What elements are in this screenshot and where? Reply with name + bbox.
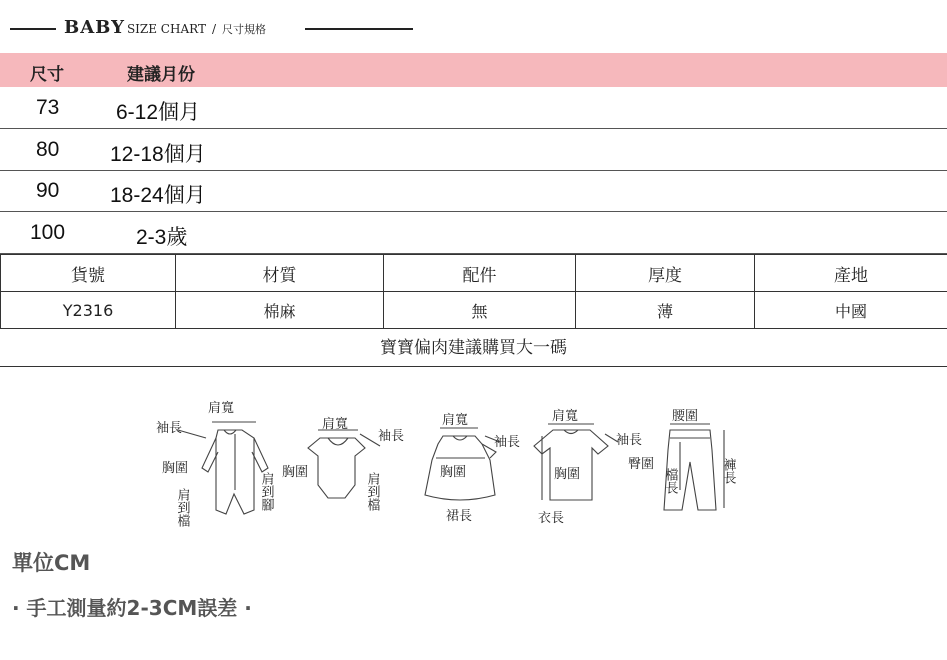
info-header-cell: 材質 xyxy=(176,255,384,292)
label-pants-waist: 腰圍 xyxy=(672,409,699,424)
month-value: 2-3歲 xyxy=(136,226,188,249)
header-divider-right xyxy=(305,28,413,30)
label-bodysuit-chest: 胸圍 xyxy=(282,465,309,480)
info-header-cell: 貨號 xyxy=(1,255,176,292)
column-header-size: 尺寸 xyxy=(30,65,64,85)
label-romper-shoulder-foot: 肩到腳 xyxy=(258,472,274,511)
size-row xyxy=(0,171,947,212)
info-header-cell: 產地 xyxy=(755,255,947,292)
info-header-cell: 厚度 xyxy=(576,255,755,292)
header-brand: BABY xyxy=(64,17,125,38)
label-dress-chest: 胸圍 xyxy=(440,465,467,480)
size-value: 73 xyxy=(36,96,60,119)
label-pants-length: 褲長 xyxy=(720,458,736,484)
dress-illustration xyxy=(425,428,500,500)
label-top-length: 衣長 xyxy=(538,511,565,526)
size-row xyxy=(0,213,947,254)
size-value: 100 xyxy=(30,221,66,244)
label-bodysuit-sleeve: 袖長 xyxy=(378,429,405,444)
size-value: 80 xyxy=(36,138,60,161)
info-value-cell: 薄 xyxy=(576,292,755,329)
info-value-cell: 無 xyxy=(384,292,576,329)
header-divider-left xyxy=(10,28,56,30)
top-illustration xyxy=(534,424,618,500)
info-value-row xyxy=(1,292,947,329)
header-chinese-title: 尺寸規格 xyxy=(222,23,266,36)
header-title xyxy=(64,17,266,38)
sizing-note-text: 寶寶偏肉建議購買大一碼 xyxy=(380,338,567,358)
header-size-chart: SIZE CHART xyxy=(126,22,206,36)
product-info-table xyxy=(0,254,947,329)
label-romper-shoulder-crotch: 肩到檔 xyxy=(174,488,190,527)
label-top-shoulder: 肩寬 xyxy=(552,409,579,424)
measurement-error-note: · 手工測量約2-3CM誤差 · xyxy=(12,596,252,620)
month-value: 18-24個月 xyxy=(110,184,206,207)
size-chart-header xyxy=(0,14,947,44)
size-row xyxy=(0,130,947,171)
info-header-cell: 配件 xyxy=(384,255,576,292)
size-table-header xyxy=(0,53,947,87)
label-pants-hip: 臀圍 xyxy=(628,457,655,472)
label-bodysuit-shoulder: 肩寬 xyxy=(322,417,349,432)
info-value-cell: 中國 xyxy=(755,292,947,329)
label-top-sleeve: 袖長 xyxy=(616,433,643,448)
info-header-row xyxy=(1,255,947,292)
header-separator: / xyxy=(211,22,216,36)
size-value: 90 xyxy=(36,179,60,202)
size-row xyxy=(0,88,947,129)
label-romper-sleeve: 袖長 xyxy=(156,421,183,436)
label-romper-shoulder: 肩寬 xyxy=(208,401,235,416)
diagram-labels xyxy=(156,401,736,527)
label-pants-rise: 檔長 xyxy=(662,468,678,494)
label-dress-shoulder: 肩寬 xyxy=(442,413,469,428)
info-value-cell: 棉麻 xyxy=(176,292,384,329)
pants-illustration xyxy=(664,424,724,510)
unit-label: 單位CM xyxy=(12,551,91,575)
romper-illustration xyxy=(178,422,268,514)
column-header-month: 建議月份 xyxy=(127,65,195,85)
label-bodysuit-shoulder-crotch: 肩到檔 xyxy=(364,472,380,511)
measurement-diagram xyxy=(150,390,750,535)
sizing-note xyxy=(0,330,947,367)
label-romper-chest: 胸圍 xyxy=(162,461,189,476)
month-value: 6-12個月 xyxy=(116,101,201,124)
info-value-cell: Y2316 xyxy=(1,292,176,329)
label-dress-sleeve: 袖長 xyxy=(494,435,521,450)
month-value: 12-18個月 xyxy=(110,143,206,166)
label-dress-length: 裙長 xyxy=(446,509,473,524)
label-top-chest: 胸圍 xyxy=(554,467,581,482)
